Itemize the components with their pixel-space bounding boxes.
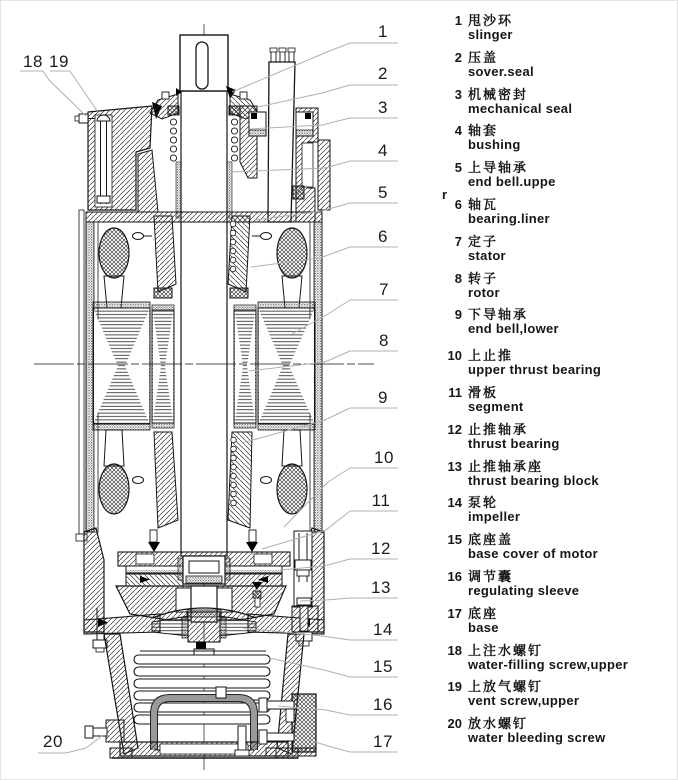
part-name-english: vent screw,upper xyxy=(468,693,580,709)
callout-3: 3 xyxy=(378,98,388,117)
part-number: 9 xyxy=(454,307,462,323)
legend-item xyxy=(440,87,676,124)
shaft xyxy=(180,35,228,556)
part-name-chinese: 定子 xyxy=(468,233,499,249)
part-name-english: sover.seal xyxy=(468,63,534,79)
part-number: 4 xyxy=(454,123,462,139)
water-filling-screw-upper xyxy=(79,114,88,123)
legend-item xyxy=(440,459,676,496)
callout-8: 8 xyxy=(379,331,389,350)
part-number: 20 xyxy=(447,716,462,732)
legend-item xyxy=(440,234,676,271)
part-name-chinese: 上导轴承 xyxy=(468,160,529,176)
callout-12: 12 xyxy=(371,539,391,558)
parts-legend xyxy=(440,13,676,753)
housing-joint xyxy=(86,212,322,222)
part-number: 5 xyxy=(454,160,462,176)
part-name-english: water bleeding screw xyxy=(468,730,606,746)
part-name-chinese: 上注水螺钉 xyxy=(468,642,544,658)
callout-15: 15 xyxy=(373,657,393,676)
legend-item xyxy=(440,307,676,348)
bushing-right xyxy=(227,162,232,218)
part-name-chinese: 转子 xyxy=(468,270,499,286)
part-number: 13 xyxy=(447,458,462,474)
part-number: 3 xyxy=(454,86,462,102)
part-name-chinese: 压盖 xyxy=(468,49,499,65)
part-name-chinese: 轴套 xyxy=(468,123,499,139)
part-number: 1 xyxy=(454,13,462,28)
part-name-english: regulating sleeve xyxy=(468,582,580,598)
part-name-english: water-filling screw,upper xyxy=(468,656,629,672)
callout-20: 20 xyxy=(43,732,63,751)
part-name-english: thrust bearing xyxy=(468,435,560,451)
part-name-chinese: 上放气螺钉 xyxy=(468,679,544,695)
legend-item xyxy=(440,50,676,87)
callout-1: 1 xyxy=(378,22,388,41)
part-number: 10 xyxy=(447,348,462,364)
callout-14: 14 xyxy=(373,620,393,639)
part-name-chinese: 下导轴承 xyxy=(468,307,529,323)
part-name-english: stator xyxy=(468,247,506,263)
part-name-english: end bell,lower xyxy=(468,321,559,337)
legend-item xyxy=(440,348,676,385)
callout-13: 13 xyxy=(371,578,391,597)
part-name-chinese: 调节囊 xyxy=(468,568,514,584)
legend-item xyxy=(440,197,676,234)
part-number: 11 xyxy=(448,384,462,400)
part-name-english: upper thrust bearing xyxy=(468,362,602,378)
bushing-left xyxy=(176,162,181,218)
callout-19: 19 xyxy=(49,52,69,71)
part-name-chinese: 机械密封 xyxy=(468,86,529,102)
part-name-chinese: 放水螺钉 xyxy=(468,716,529,732)
legend-item xyxy=(440,495,676,532)
legend-item xyxy=(440,271,676,308)
part-name-english: base cover of motor xyxy=(468,546,598,562)
part-name-chinese: 止推轴承 xyxy=(468,421,529,437)
part-name-english: mechanical seal xyxy=(468,100,573,116)
part-name-chinese: 泵轮 xyxy=(468,495,499,511)
part-name-english: bushing xyxy=(468,137,521,153)
callout-16: 16 xyxy=(373,695,393,714)
callout-10: 10 xyxy=(374,448,394,467)
part-number: 14 xyxy=(447,495,462,511)
part-number: 8 xyxy=(454,270,462,286)
part-number: 15 xyxy=(447,532,462,548)
part-name-english: slinger xyxy=(468,27,513,42)
legend-item xyxy=(440,160,676,203)
part-number: 2 xyxy=(454,49,462,65)
part-name-english: impeller xyxy=(468,509,521,525)
part-name-chinese: 上止推 xyxy=(468,348,514,364)
legend-item xyxy=(440,385,676,422)
part-name-english: segment xyxy=(468,398,524,414)
part-name-chinese: 底座盖 xyxy=(468,532,514,548)
part-name-english: bearing.liner xyxy=(468,210,550,226)
legend-item xyxy=(440,643,676,680)
legend-item xyxy=(440,13,676,50)
part-number: 6 xyxy=(454,196,462,212)
callout-6: 6 xyxy=(378,227,388,246)
part-name-english: rotor xyxy=(468,284,500,300)
part-number: 19 xyxy=(447,679,462,695)
part-number: 16 xyxy=(447,568,462,584)
rotor-core-right xyxy=(234,305,256,428)
legend-item xyxy=(440,606,676,643)
legend-item xyxy=(440,422,676,459)
part-number: 17 xyxy=(447,605,462,621)
legend-item xyxy=(440,679,676,716)
part-number: 7 xyxy=(454,233,462,249)
callout-5: 5 xyxy=(378,183,388,202)
callout-2: 2 xyxy=(378,64,388,83)
part-name-chinese: 止推轴承座 xyxy=(468,458,544,474)
part-name-chinese: 底座 xyxy=(468,605,499,621)
legend-item xyxy=(440,569,676,606)
part-name-chinese: 甩沙环 xyxy=(468,13,514,28)
part-name-english: thrust bearing block xyxy=(468,472,599,488)
callout-9: 9 xyxy=(378,388,388,407)
water-bleeding-screw xyxy=(85,720,124,742)
legend-item xyxy=(440,716,676,753)
rotor-core-left xyxy=(152,305,174,428)
callout-7: 7 xyxy=(379,280,389,299)
part-name-chinese: 滑板 xyxy=(468,384,499,400)
stator-core-left xyxy=(93,302,150,430)
upper-end-bell-left xyxy=(75,106,158,212)
part-name-english: base xyxy=(468,619,499,635)
part-name-english: end bell.uppe r xyxy=(442,174,556,203)
part-number: 18 xyxy=(447,642,462,658)
callout-17: 17 xyxy=(373,732,393,751)
callout-4: 4 xyxy=(378,141,388,160)
legend-item xyxy=(440,532,676,569)
stator-core-right xyxy=(258,302,315,430)
part-name-chinese: 轴瓦 xyxy=(468,196,499,212)
callout-18: 18 xyxy=(23,52,43,71)
legend-item xyxy=(440,123,676,160)
callout-11: 11 xyxy=(371,491,391,510)
part-number: 12 xyxy=(447,421,462,437)
